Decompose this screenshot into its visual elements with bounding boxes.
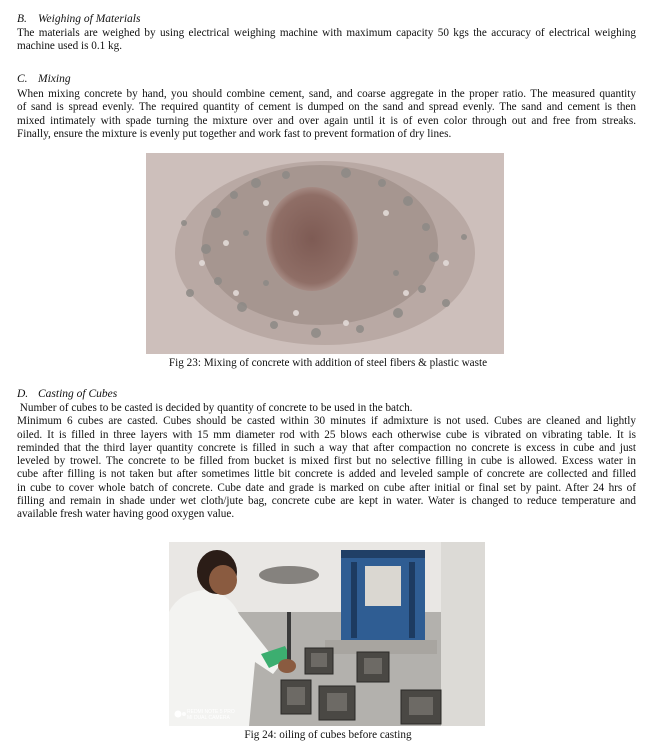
cube-oiling-photo-illustration	[169, 542, 485, 726]
section-heading-d	[17, 388, 117, 401]
paragraph-mixing	[17, 88, 636, 141]
cube-oiling-photo	[169, 542, 485, 726]
paragraph-casting	[17, 402, 636, 522]
text-line: available fresh water having good oxygen value.	[17, 508, 235, 521]
figure-caption: Fig 24: oiling of cubes before casting	[244, 729, 412, 741]
text-line: mixed intimately with spade turning the mixture over and over again until it is of even color through out and free from streaks.	[17, 114, 636, 127]
text-line: leveled by trowel. The concrete to be filled from bucket is mixed first but no selective filling in cube is allowed. Excess water in	[17, 455, 636, 468]
section-number: D.	[17, 388, 29, 400]
text-line: The materials are weighed by using electrical weighing machine with maximum capacity 50 kgs the accuracy of electrical weighing	[17, 27, 636, 39]
paragraph-weighing	[17, 27, 636, 54]
concrete-mixing-photo	[146, 153, 504, 354]
section-title: Mixing	[38, 73, 71, 85]
text-line: of sand is spread evenly. The required quantity of cement is dumped on the sand and spread evenly. The sand and cement is then	[17, 101, 636, 114]
section-number: C.	[17, 73, 28, 85]
figure-caption: Fig 23: Mixing of concrete with addition of steel fibers & plastic waste	[168, 357, 488, 369]
camera-watermark-icon	[175, 711, 182, 718]
text-line: cube after filling is not taken but after sometimes little bit concrete is added and leveled sample of concrete are collected and filled	[17, 468, 636, 481]
text-line: Finally, ensure the mixture is evenly put together and work fast to prevent formation of dry lines.	[17, 127, 452, 140]
section-title: Casting of Cubes	[38, 388, 118, 400]
text-line: Minimum 6 cubes are casted. Cubes should be casted within 30 minutes if admixture is not used. Cubes are cleaned and lightly	[17, 415, 636, 428]
text-line: in cube to cover whole batch of concrete. Cube date and grade is marked on cube after initial or final set by paint. After 24 hrs of	[17, 481, 636, 494]
section-number: B.	[17, 13, 27, 25]
section-title: Weighing of Materials	[38, 13, 141, 25]
camera-watermark-line1: REDMI NOTE 5 PRO	[187, 709, 235, 715]
section-heading-b	[17, 13, 140, 26]
text-line: machine used is 0.1 kg.	[17, 40, 123, 53]
concrete-mixing-photo-illustration	[146, 153, 504, 354]
text-line: reminded that the third layer quantity concrete is filled in such a way that after compaction no concrete is excess in cube and just	[17, 441, 636, 454]
camera-watermark-line2: MI DUAL CAMERA	[187, 715, 230, 721]
text-line: filling and remain in shade under wet cloth/jute bag, concrete cube are kept in water. Water is changed to reduce temperature and	[17, 495, 636, 508]
text-line: When mixing concrete by hand, you should combine cement, sand, and coarse aggregate in the proper ratio. The measured quantity	[17, 88, 636, 100]
text-line: oiled. It is filled in three layers with 15 mm diameter rod with 25 blows each otherwise cube is vibrated on vibrating table. It is	[17, 428, 636, 441]
text-line: Number of cubes to be casted is decided by quantity of concrete to be used in the batch.	[17, 402, 413, 414]
section-heading-c	[17, 73, 71, 86]
